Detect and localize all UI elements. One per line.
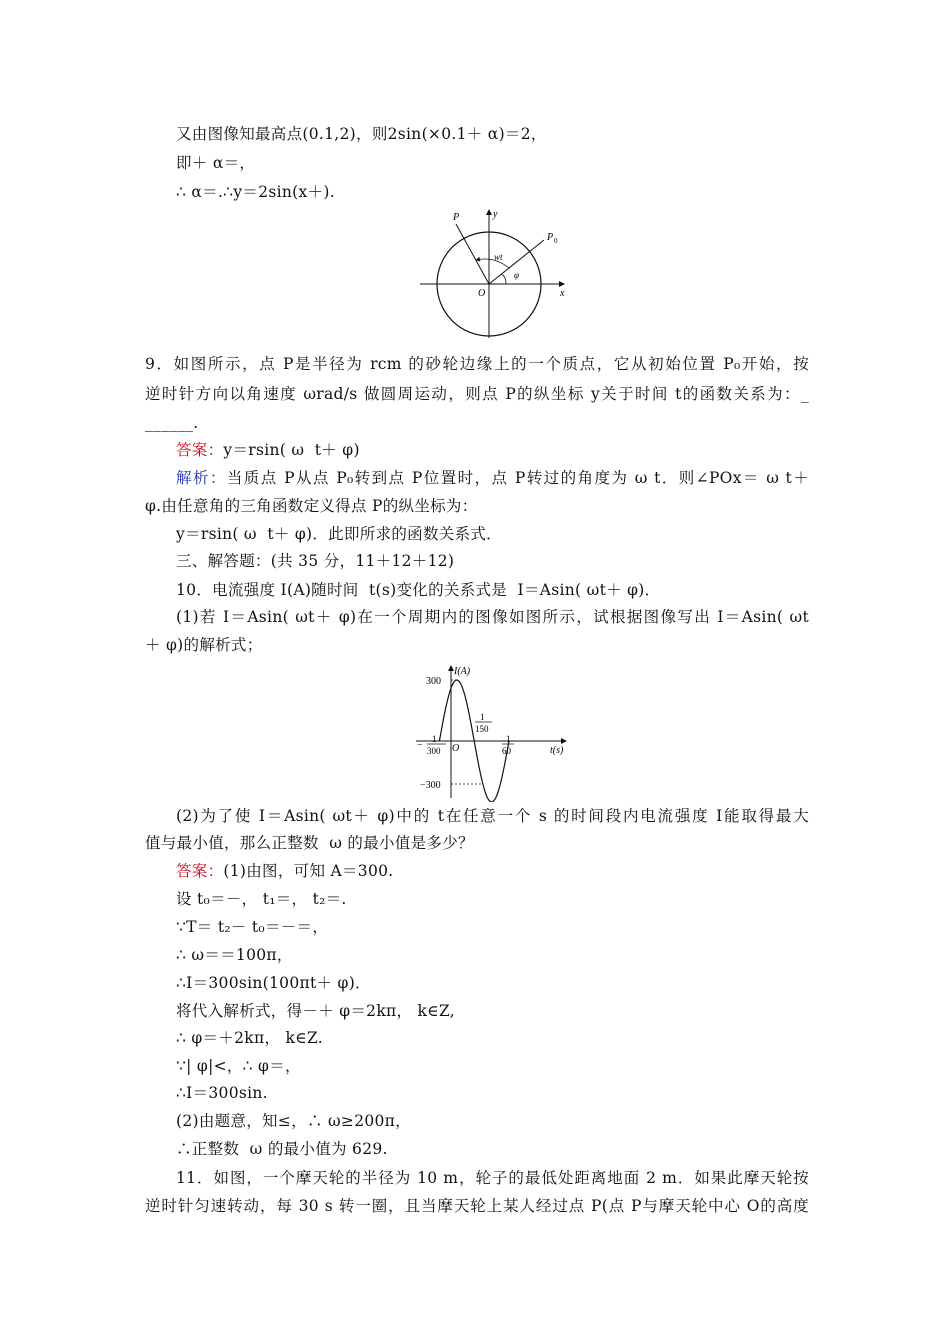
- answer-10: [176, 861, 394, 881]
- text-line: y＝rsin( ω t＋ φ)．此即所求的函数关系式．: [176, 525, 502, 543]
- question-9-line: ______.: [145, 414, 199, 432]
- solution-line: ∵| φ|<，∴ φ＝，: [176, 1057, 301, 1075]
- tick-t0-den: 300: [427, 746, 441, 756]
- tick-t1-den: 150: [475, 724, 489, 734]
- label-o: O: [452, 743, 460, 754]
- label-p0-sub: 0: [554, 237, 558, 245]
- label-phi: φ: [514, 270, 519, 280]
- tick-t0-minus: −: [417, 740, 423, 751]
- solution-line: (2)由题意，知≤，∴ ω≥200π，: [176, 1112, 411, 1130]
- text-line: 值与最小值，那么正整数 ω 的最小值是多少？: [145, 834, 474, 852]
- solution-line: ∴I＝300sin(100πt＋ φ)．: [176, 974, 371, 992]
- tick-t2-den: 60: [502, 746, 511, 756]
- text-line: 又由图像知最高点(0.1,2)，则2sin(×0.1＋ α)＝2，: [176, 125, 547, 143]
- label-p: P: [453, 212, 460, 223]
- tick-neg300: −300: [420, 780, 441, 791]
- solution-line: ∴I＝300sin.: [176, 1084, 268, 1102]
- text-line: 即＋ α＝，: [176, 154, 256, 172]
- circle-figure: [414, 204, 574, 338]
- answer-text: (1)由图，可知 A＝300.: [223, 862, 394, 880]
- label-i: I(A): [454, 666, 471, 677]
- label-t: t(s): [550, 745, 564, 756]
- solution-line: 设 t₀＝－， t₁＝， t₂＝.: [176, 890, 347, 908]
- tick-t1-num: 1: [480, 712, 485, 722]
- question-11-line: 逆时针匀速转动，每 30 s 转一圈，且当摩天轮上某人经过点 P(点 P与摩天轮中心 O的高度: [145, 1197, 809, 1215]
- text-line: ∴ α＝.∴y＝2sin(x＋).: [176, 183, 335, 201]
- solution-line: 将代入解析式，得－＋ φ＝2kπ， k∈Z,: [176, 1002, 456, 1020]
- label-o: O: [478, 288, 486, 299]
- answer-text: y＝rsin( ω t＋ φ): [223, 441, 360, 459]
- analysis-label: 解析：: [176, 469, 227, 487]
- tick-t0-num: 1: [432, 734, 437, 744]
- angle-wt-arc: [476, 259, 509, 268]
- radius-op: [456, 224, 489, 284]
- question-10: 10．电流强度 I(A)随时间 t(s)变化的关系式是 I＝Asin( ωt＋ φ)．: [176, 581, 661, 599]
- question-9-line: 逆时针方向以角速度 ωrad/s 做圆周运动，则点 P的纵坐标 y关于时间 t的函数关系为：_: [145, 385, 809, 403]
- label-x: x: [560, 288, 565, 299]
- tick-t2-num: 1: [506, 734, 511, 744]
- text-line: φ.由任意角的三角函数定义得点 P的纵坐标为：: [145, 497, 478, 515]
- question-10-part1: (1)若 I＝Asin( ωt＋ φ)在一个周期内的图像如图所示，试根据图像写出 I＝Asin( ωt: [176, 608, 809, 626]
- answer-label: 答案：: [176, 862, 224, 880]
- solution-line: ∵T＝ t₂－ t₀＝－＝，: [176, 918, 329, 936]
- text-line: ＋ φ)的解析式；: [145, 636, 263, 654]
- analysis-text: 当质点 P从点 P₀转到点 P位置时，点 P转过的角度为 ω t．则∠POx＝ ω t＋: [226, 469, 810, 487]
- angle-phi-arc: [501, 274, 506, 284]
- section-heading: 三、解答题：(共 35 分，11＋12＋12): [176, 552, 455, 570]
- question-11-line: 11．如图，一个摩天轮的半径为 10 m，轮子的最低处距离地面 2 m．如果此摩天轮按: [176, 1169, 809, 1187]
- analysis-9: [176, 468, 809, 488]
- solution-line: ∴正整数 ω 的最小值为 629.: [176, 1140, 388, 1158]
- label-p0: P: [547, 232, 554, 243]
- question-10-part2: (2)为了使 I＝Asin( ωt＋ φ)中的 t在任意一个 s 的时间段内电流强度 I能取得最大: [176, 807, 809, 825]
- solution-line: ∴ φ＝＋2kπ， k∈Z.: [176, 1029, 323, 1047]
- answer-9: [176, 440, 360, 460]
- question-9-line: 9．如图所示，点 P是半径为 rcm 的砂轮边缘上的一个质点，它从初始位置 P₀开始，按: [145, 355, 809, 373]
- answer-label: 答案：: [176, 441, 224, 459]
- solution-line: ∴ ω＝＝100π，: [176, 946, 293, 964]
- current-chart: [414, 662, 574, 802]
- label-wt: wt: [494, 252, 503, 262]
- tick-300: 300: [426, 676, 441, 687]
- label-y: y: [493, 209, 498, 220]
